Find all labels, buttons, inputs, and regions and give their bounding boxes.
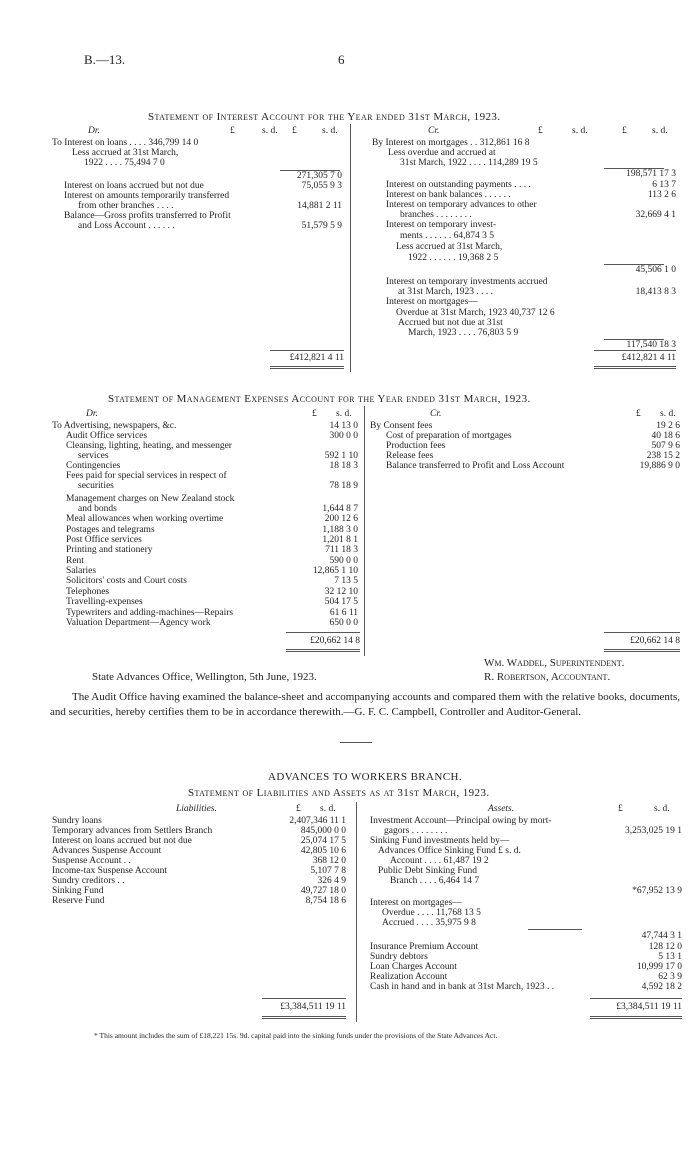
asset-line: Investment Account—Principal owing by mort-: [370, 816, 552, 826]
liability-amount: 49,727 18 0: [300, 886, 346, 896]
management-dr-line: and bonds: [78, 504, 117, 514]
asset-line: Public Debt Sinking Fund: [378, 866, 477, 876]
management-dr-amount: 12,865 1 10: [312, 566, 358, 576]
interest-cr-col-1: £: [538, 126, 543, 136]
liability-line: Suspense Account . .: [52, 856, 131, 866]
asset-line: Interest on mortgages—: [370, 898, 462, 908]
interest-cr-line: branches . . . . . . . .: [400, 210, 472, 220]
asset-line: Cash in hand and in bank at 31st March, 1923 . .: [370, 982, 555, 992]
interest-cr-col-4: s. d.: [652, 126, 668, 136]
interest-cr-line: Interest on bank balances . . . . . .: [386, 190, 511, 200]
asset-amount: 62 3 9: [658, 972, 682, 982]
asset-amount: 5 13 1: [658, 952, 682, 962]
management-cr-total: £20,662 14 8: [630, 636, 680, 646]
asset-line: Sundry debtors: [370, 952, 428, 962]
interest-cr-line: Less accrued at 31st March,: [396, 242, 503, 252]
liability-amount: 2,407,346 11 1: [289, 816, 346, 826]
interest-dr-line: Interest on loans accrued but not due: [64, 181, 204, 191]
management-cr-label: Cr.: [430, 409, 442, 419]
management-dr-amount: 590 0 0: [329, 556, 358, 566]
management-dr-line: Typewriters and adding-machines—Repairs: [66, 608, 234, 618]
asset-line: Account . . . . 61,487 19 2: [390, 856, 489, 866]
liabilities-total: £3,384,511 19 11: [280, 1002, 346, 1012]
rule: [594, 350, 676, 351]
assets-label: Assets.: [488, 804, 515, 814]
asset-line: Accrued . . . . 35,975 9 8: [382, 918, 476, 928]
management-cr-amount: 40 18 6: [651, 431, 680, 441]
management-cr-line: Release fees: [386, 451, 434, 461]
rule: [590, 998, 682, 999]
management-dr-line: Management charges on New Zealand stock: [66, 494, 235, 504]
superintendent-signature: Wm. Waddel, Superintendent.: [484, 657, 625, 669]
interest-cr-col-3: £: [622, 126, 627, 136]
management-dr-line: To Advertising, newspapers, &c.: [52, 421, 177, 431]
interest-cr-line: Accrued but not due at 31st: [398, 318, 503, 328]
rule: [604, 651, 680, 652]
management-dr-line: Fees paid for special services in respect of: [66, 471, 227, 481]
rule: [286, 651, 360, 652]
footnote: * This amount includes the sum of £18,221 15s. 9d. capital paid into the sinking funds under the provisions of the State Advances Act.: [94, 1031, 498, 1040]
liability-amount: 42,805 10 6: [300, 846, 346, 856]
management-cr-amount: 238 15 2: [646, 451, 680, 461]
interest-cr-line: at 31st March, 1923 . . . .: [398, 287, 493, 297]
management-dr-line: Valuation Department—Agency work: [66, 618, 211, 628]
interest-dr-label: Dr.: [88, 126, 100, 136]
management-dr-line: Post Office services: [66, 535, 142, 545]
asset-amount: 3,253,025 19 1: [625, 826, 682, 836]
management-dr-line: Meal allowances when working overtime: [66, 514, 224, 524]
liability-line: Advances Suspense Account: [52, 846, 162, 856]
management-dr-total: £20,662 14 8: [310, 636, 360, 646]
management-cr-amount: 507 9 6: [651, 441, 680, 451]
interest-cr-amount: 198,571 17 3: [626, 169, 676, 179]
management-cr-amount: 19,886 9 0: [639, 461, 680, 471]
interest-cr-line: Interest on temporary invest-: [386, 220, 497, 230]
management-cr-amount: 19 2 6: [656, 421, 680, 431]
management-dr-amount: 200 12 6: [324, 514, 358, 524]
interest-dr-col-4: s. d.: [322, 126, 338, 136]
section-divider: [340, 742, 372, 743]
interest-dr-line: Interest on amounts temporarily transferred: [64, 191, 230, 201]
rule: [270, 368, 344, 369]
management-dr-line: securities: [78, 481, 114, 491]
rule: [604, 632, 680, 633]
branch-heading: ADVANCES TO WORKERS BRANCH.: [268, 771, 462, 783]
interest-cr-amount: 18,413 8 3: [635, 287, 676, 297]
interest-cr-line: By Interest on mortgages . . 312,861 16 8: [372, 138, 530, 148]
rule: [594, 366, 676, 367]
rule: [286, 632, 360, 633]
management-dr-line: Telephones: [66, 587, 110, 597]
management-dr-amount: 504 17 5: [324, 597, 358, 607]
rule: [262, 998, 346, 999]
liability-amount: 845,000 0 0: [300, 826, 346, 836]
management-cr-line: By Consent fees: [370, 421, 433, 431]
accountant-signature: R. Robertson, Accountant.: [484, 671, 611, 683]
asset-amount: *67,952 13 9: [632, 886, 682, 896]
asset-line: Realization Account: [370, 972, 448, 982]
liability-line: Temporary advances from Settlers Branch: [52, 826, 213, 836]
liability-line: Sinking Fund: [52, 886, 104, 896]
interest-cr-line: 31st March, 1922 . . . . 114,289 19 5: [400, 158, 538, 168]
asset-line: Sinking Fund investments held by—: [370, 836, 510, 846]
interest-dr-amount: 51,579 5 9: [301, 221, 342, 231]
liabilities-col-2: s. d.: [320, 804, 336, 814]
liability-amount: 368 12 0: [312, 856, 346, 866]
rule: [270, 350, 344, 351]
management-dr-amount: 300 0 0: [329, 431, 358, 441]
interest-dr-amount: 271,305 7 0: [296, 171, 342, 181]
management-dr-col-2: s. d.: [336, 409, 352, 419]
interest-dr-line: Less accrued at 31st March,: [72, 148, 179, 158]
rule: [528, 929, 582, 930]
management-dr-amount: 78 18 9: [329, 481, 358, 491]
interest-cr-line: March, 1923 . . . . 76,803 5 9: [408, 328, 519, 338]
assets-col-1: £: [618, 804, 623, 814]
interest-cr-amount: 117,540 18 3: [626, 340, 676, 350]
management-dr-line: Solicitors' costs and Court costs: [66, 576, 187, 586]
interest-cr-total: £412,821 4 11: [621, 353, 676, 363]
asset-line: Loan Charges Account: [370, 962, 457, 972]
page-reference: B.—13.: [84, 52, 126, 67]
management-dr-amount: 1,644 8 7: [322, 504, 358, 514]
column-divider: [350, 124, 351, 372]
asset-line: gagors . . . . . . . .: [384, 826, 448, 836]
management-cr-line: Cost of preparation of mortgages: [386, 431, 512, 441]
management-dr-line: Audit Office services: [66, 431, 148, 441]
liability-amount: 8,754 18 6: [305, 896, 346, 906]
interest-cr-line: Interest on mortgages—: [386, 297, 478, 307]
interest-dr-line: Balance—Gross profits transferred to Profit: [64, 211, 231, 221]
interest-dr-total: £412,821 4 11: [289, 353, 344, 363]
rule: [286, 649, 360, 650]
branch-statement-title: Statement of Liabilities and Assets as at 31st March, 1923.: [188, 787, 490, 799]
interest-dr-line: To Interest on loans . . . . 346,799 14 0: [52, 138, 199, 148]
management-dr-line: Contingencies: [66, 461, 121, 471]
interest-cr-line: 1922 . . . . . . 19,368 2 5: [408, 253, 499, 263]
interest-cr-line: Interest on outstanding payments . . . .: [386, 180, 531, 190]
management-dr-line: Postages and telegrams: [66, 525, 155, 535]
office-date-line: State Advances Office, Wellington, 5th June, 1923.: [92, 671, 317, 683]
interest-cr-col-2: s. d.: [572, 126, 588, 136]
liabilities-label: Liabilities.: [176, 804, 217, 814]
liability-amount: 326 4 9: [317, 876, 346, 886]
interest-dr-col-1: £: [230, 126, 235, 136]
assets-total: £3,384,511 19 11: [616, 1002, 682, 1012]
rule: [590, 1016, 682, 1017]
interest-dr-col-3: £: [292, 126, 297, 136]
management-dr-amount: 592 1 10: [324, 451, 358, 461]
management-dr-line: Rent: [66, 556, 84, 566]
management-dr-amount: 650 0 0: [329, 618, 358, 628]
rule: [590, 1018, 682, 1019]
asset-amount: 4,592 18 2: [641, 982, 682, 992]
interest-cr-amount: 32,669 4 1: [635, 210, 676, 220]
asset-amount: 47,744 3 1: [641, 931, 682, 941]
column-divider: [364, 406, 365, 656]
management-dr-line: Salaries: [66, 566, 97, 576]
management-dr-amount: 61 6 11: [329, 608, 358, 618]
interest-dr-amount: 75,055 9 3: [301, 181, 342, 191]
interest-dr-col-2: s. d.: [262, 126, 278, 136]
asset-line: Overdue . . . . 11,768 13 5: [382, 908, 481, 918]
interest-cr-line: Less overdue and accrued at: [388, 148, 496, 158]
page-number: 6: [338, 52, 345, 67]
interest-dr-line: 1922 . . . . 75,494 7 0: [84, 158, 165, 168]
management-dr-line: Printing and stationery: [66, 545, 153, 555]
management-dr-amount: 14 13 0: [329, 421, 358, 431]
asset-line: Advances Office Sinking Fund £ s. d.: [378, 846, 521, 856]
interest-cr-line: Interest on temporary investments accrued: [386, 277, 548, 287]
management-dr-col-1: £: [312, 409, 317, 419]
interest-cr-line: Overdue at 31st March, 1923 40,737 12 6: [396, 308, 555, 318]
management-dr-label: Dr.: [86, 409, 98, 419]
interest-dr-line: from other branches . . . .: [78, 201, 174, 211]
interest-cr-amount: 45,506 1 0: [635, 265, 676, 275]
rule: [604, 649, 680, 650]
interest-cr-amount: 113 2 6: [647, 190, 676, 200]
interest-cr-amount: 6 13 7: [652, 180, 676, 190]
interest-cr-label: Cr.: [428, 126, 440, 136]
liability-amount: 5,107 7 8: [310, 866, 346, 876]
asset-amount: 128 12 0: [648, 942, 682, 952]
management-dr-amount: 32 12 10: [324, 587, 358, 597]
management-cr-line: Balance transferred to Profit and Loss Account: [386, 461, 565, 471]
management-cr-col-2: s. d.: [660, 409, 676, 419]
assets-col-2: s. d.: [654, 804, 670, 814]
management-dr-amount: 1,188 3 0: [322, 525, 358, 535]
rule: [594, 368, 676, 369]
column-divider: [356, 802, 357, 1022]
management-dr-line: Cleansing, lighting, heating, and messenger: [66, 441, 232, 451]
interest-dr-amount: 14,881 2 11: [297, 201, 342, 211]
interest-cr-line: Interest on temporary advances to other: [386, 200, 537, 210]
management-dr-line: services: [78, 451, 109, 461]
interest-statement-title: Statement of Interest Account for the Year ended 31st March, 1923.: [148, 111, 501, 123]
rule: [262, 1016, 346, 1017]
interest-cr-line: ments . . . . . . 64,874 3 5: [400, 231, 494, 241]
liability-amount: 25,074 17 5: [300, 836, 346, 846]
audit-certificate: The Audit Office having examined the balance-sheet and accompanying accounts and compared them with the relative books, documents, and securities, hereby certifies them to be in accordance therewith.—G. F. C. Campbell, Controller and Auditor-General.: [50, 691, 680, 718]
management-dr-amount: 711 18 3: [325, 545, 358, 555]
liability-line: Sundry creditors . .: [52, 876, 125, 886]
asset-line: Branch . . . . 6,464 14 7: [390, 876, 480, 886]
rule: [270, 366, 344, 367]
management-dr-amount: 7 13 5: [334, 576, 358, 586]
management-dr-amount: 1,201 8 1: [322, 535, 358, 545]
liability-line: Sundry loans: [52, 816, 102, 826]
liability-line: Reserve Fund: [52, 896, 105, 906]
management-cr-line: Production fees: [386, 441, 446, 451]
management-cr-col-1: £: [636, 409, 641, 419]
liabilities-col-1: £: [296, 804, 301, 814]
liability-line: Income-tax Suspense Account: [52, 866, 168, 876]
management-statement-title: Statement of Management Expenses Account for the Year ended 31st March, 1923.: [108, 393, 531, 405]
liability-line: Interest on loans accrued but not due: [52, 836, 192, 846]
management-dr-amount: 18 18 3: [329, 461, 358, 471]
interest-dr-line: and Loss Account . . . . . .: [78, 221, 175, 231]
rule: [262, 1018, 346, 1019]
asset-line: Insurance Premium Account: [370, 942, 479, 952]
management-dr-line: Travelling-expenses: [66, 597, 143, 607]
asset-amount: 10,999 17 0: [636, 962, 682, 972]
